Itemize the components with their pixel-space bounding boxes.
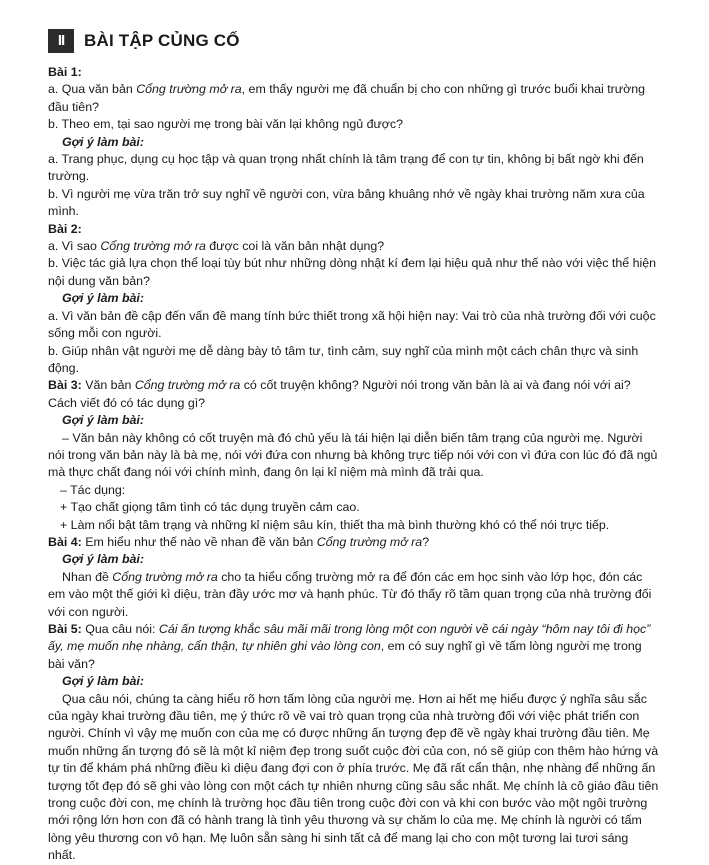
exercise-3-question: Bài 3: Văn bản Cổng trường mở ra có cốt truyện không? Người nói trong văn bản là ai và đang nói với ai? Cách viết đó có tác dụng gì? xyxy=(48,378,631,410)
exercise-1-question-b: b. Theo em, tại sao người mẹ trong bài văn lại không ngủ được? xyxy=(48,117,403,132)
exercise-4-hint-label: Gợi ý làm bài: xyxy=(62,552,144,567)
exercise-3-answer-1: – Văn bản này không có cốt truyện mà đó chủ yếu là tái hiện lại diễn biến tâm trạng của người mẹ. Người nói trong văn bản này là bà mẹ, nói với đứa con nhưng bà không trực tiếp nói với con vì đứa con lúc đó đã ngủ mà thực chất đang nói với chính mình, đang ôn lại kỉ niệm mà mình đã trải qua. xyxy=(48,430,658,480)
exercise-1-answer-b: b. Vì người mẹ vừa trăn trở suy nghĩ về người con, vừa bâng khuâng nhớ về ngày khai trường năm xưa của mình. xyxy=(48,186,645,219)
exercise-2-hint-label: Gợi ý làm bài: xyxy=(62,291,144,306)
exercise-2-answer-a: a. Vì văn bản đề cập đến vấn đề mang tính bức thiết trong xã hội hiện nay: Vai trò của nhà trường đối với cuộc sống mỗi con người. xyxy=(48,308,656,341)
exercise-2-question-a: a. Vì sao Cổng trường mở ra được coi là văn bản nhật dụng? xyxy=(48,239,385,254)
exercise-3-answer-2: – Tác dụng: xyxy=(60,482,126,497)
exercise-5-question: Bài 5: Qua câu nói: Cái ấn tượng khắc sâu mãi mãi trong lòng một con người về cái ngày “hôm nay tôi đi học” ấy, mẹ muốn nhẹ nhàng, cẩn thận, tự nhiên ghi vào lòng con, em có suy nghĩ gì về tấm lòng người mẹ trong bài văn? xyxy=(48,622,651,671)
exercise-1-hint-label: Gợi ý làm bài: xyxy=(62,134,144,149)
exercise-4-question: Bài 4: Em hiểu như thế nào về nhan đề văn bản Cổng trường mở ra? xyxy=(48,534,430,549)
exercise-3-hint-label: Gợi ý làm bài: xyxy=(62,413,144,428)
section-header xyxy=(48,28,659,54)
section-number-badge: II xyxy=(48,29,74,53)
exercise-1-question-a: a. Qua văn bản Cổng trường mở ra, em thấy người mẹ đã chuẩn bị cho con những gì trước buổi khai trường đầu tiên? xyxy=(48,82,645,114)
exercise-content xyxy=(48,64,659,865)
exercise-2-heading: Bài 2: xyxy=(48,221,82,236)
exercise-1-heading: Bài 1: xyxy=(48,65,82,79)
exercise-4-answer: Nhan đề Cổng trường mở ra cho ta hiểu cổng trường mở ra để đón các em học sinh vào lớp học, đón các em vào một thế giới kì diệu, tràn đầy ước mơ và hạnh phúc. Từ đó thấy rõ tầm quan trọng của nhà trường đối với con người. xyxy=(48,569,652,619)
exercise-3-answer-3: + Tạo chất giọng tâm tình có tác dụng truyền cảm cao. xyxy=(60,500,360,515)
exercise-5-hint-label: Gợi ý làm bài: xyxy=(62,674,144,689)
exercise-2-question-b: b. Việc tác giả lựa chọn thể loại tùy bút như những dòng nhật kí đem lại hiệu quả như thế nào với việc thể hiện nội dung văn bản? xyxy=(48,256,657,288)
exercise-3-answer-4: + Làm nổi bật tâm trạng và những kỉ niệm sâu kín, thiết tha mà bình thường khó có thể nói trực tiếp. xyxy=(60,517,610,532)
exercise-1-answer-a: a. Trang phục, dụng cụ học tập và quan trọng nhất chính là tâm trạng để con tự tin, không bị bất ngờ khi đến trường. xyxy=(48,152,644,184)
exercise-5-answer: Qua câu nói, chúng ta càng hiểu rõ hơn tấm lòng của người mẹ. Hơn ai hết mẹ hiểu được ý nghĩa sâu sắc của ngày khai trường đầu tiên, mẹ ý thức rõ về vai trò quan trọng của nhà trường đối với việc phát triển con người. Chính vì vậy mẹ muốn con của mẹ có được những ấn tượng đẹp đẽ về ngày khai trường đầu tiên. Mẹ muốn những ấn tượng đó sẽ là một kỉ niệm đẹp trong suốt cuộc đời của con, nó sẽ giúp con thêm hào hứng và tự tin để khám phá những điều kì diệu đang đợi con ở phía trước. Mẹ đã rất cẩn thận, nhẹ nhàng để những ấn tượng tốt đẹp đó sẽ ghi vào lòng con một cách tự nhiên nhưng cũng sâu sắc nhất. Mẹ chính là cô giáo đầu tiên trong cuộc đời con, mẹ chính là trường học đầu tiên trong cuộc đời con và khi con bước vào một ngôi trường mới rộng lớn hơn con đã có hành trang là tình yêu thương và sự chăm lo của mẹ. Mẹ chính là người có tấm lòng yêu thương con vô hạn. Mẹ luôn sẵn sàng hi sinh tất cả để mang lại cho con một tương lai tươi sáng nhất. xyxy=(48,691,659,863)
section-title: BÀI TẬP CỦNG CỐ xyxy=(84,31,240,51)
exercise-2-answer-b: b. Giúp nhân vật người mẹ dễ dàng bày tỏ tâm tư, tình cảm, suy nghĩ của mình một cách chân thực và sinh động. xyxy=(48,343,639,375)
